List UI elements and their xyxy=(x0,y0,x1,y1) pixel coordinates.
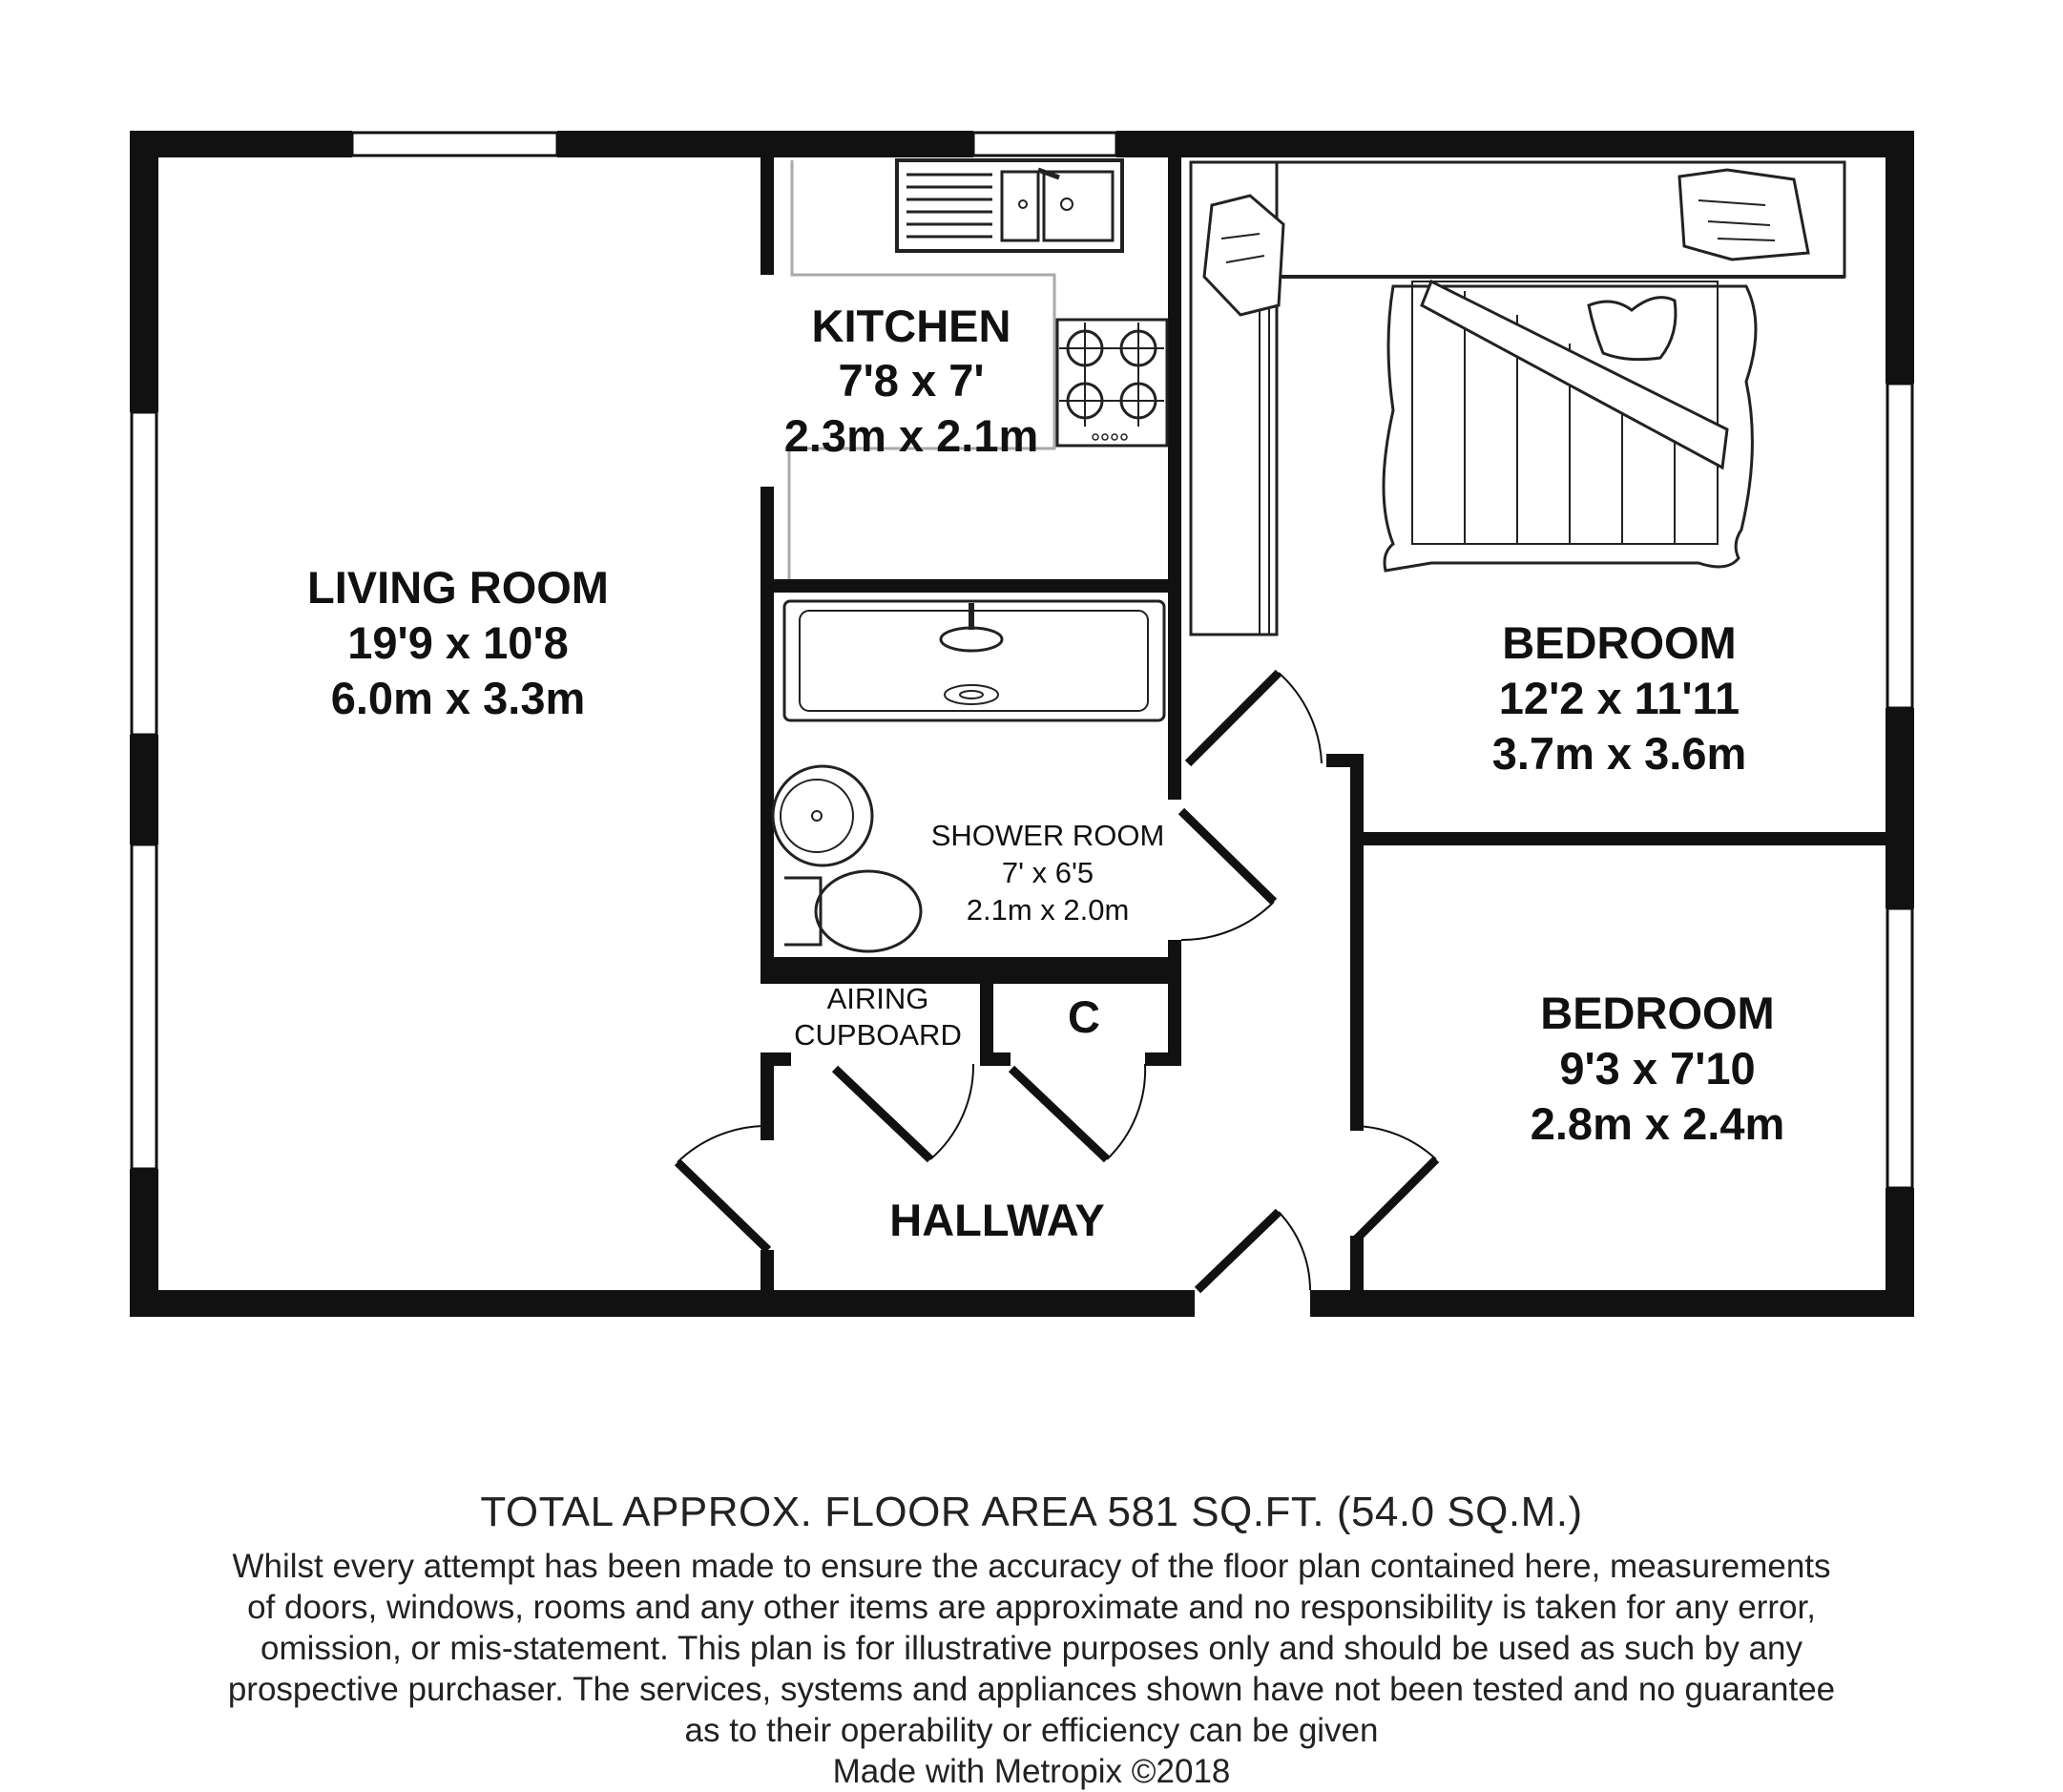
room-shower-room xyxy=(931,819,1165,927)
bedroom-main-metric: 3.7m x 3.6m xyxy=(1491,728,1747,779)
cupboard-name: C xyxy=(1068,991,1100,1042)
window-living-left-1 xyxy=(132,412,156,735)
airing-cupboard-line1: AIRING xyxy=(826,982,929,1015)
window-bedroom2-right xyxy=(1887,908,1912,1188)
toilet xyxy=(816,871,921,951)
living-room-imperial: 19'9 x 10'8 xyxy=(347,617,569,668)
hallway-name: HALLWAY xyxy=(889,1195,1105,1245)
bedroom-second-imperial: 9'3 x 7'10 xyxy=(1559,1043,1756,1094)
total-floor-area: TOTAL APPROX. FLOOR AREA 581 SQ.FT. (54.0 SQ.M.) xyxy=(480,1489,1583,1535)
bedroom-second-name: BEDROOM xyxy=(1540,988,1775,1038)
shower-room-imperial: 7' x 6'5 xyxy=(1001,856,1094,889)
disclaimer-line: Whilst every attempt has been made to ensure the accuracy of the floor plan contained here, measurements xyxy=(232,1548,1831,1585)
pillow xyxy=(1589,298,1676,360)
hob xyxy=(1057,320,1167,446)
bedroom-main-imperial: 12'2 x 11'11 xyxy=(1498,673,1740,723)
disclaimer-line: prospective purchaser. The services, systems and appliances shown have not been tested and no guarantee xyxy=(227,1671,1836,1708)
disclaimer-line: as to their operability or efficiency can be given xyxy=(684,1712,1379,1749)
room-living-room xyxy=(307,562,609,723)
room-cupboard xyxy=(1068,991,1100,1042)
shirt-icon-2 xyxy=(1204,196,1283,315)
living-room-metric: 6.0m x 3.3m xyxy=(330,673,586,723)
room-hallway xyxy=(889,1195,1104,1245)
kitchen-metric: 2.3m x 2.1m xyxy=(783,410,1039,461)
room-kitchen xyxy=(784,301,1039,461)
window-living-top xyxy=(352,133,557,156)
shower-room-metric: 2.1m x 2.0m xyxy=(966,893,1130,927)
bedroom-furniture xyxy=(1191,162,1844,635)
kitchen-imperial: 7'8 x 7' xyxy=(838,355,985,406)
window-bedroom-right xyxy=(1887,384,1912,708)
window-kitchen-top xyxy=(973,133,1116,156)
kitchen-name: KITCHEN xyxy=(811,301,1011,351)
bedroom-second-metric: 2.8m x 2.4m xyxy=(1530,1098,1785,1149)
room-bedroom-second xyxy=(1531,988,1785,1149)
window-living-left-2 xyxy=(132,844,156,1169)
shirt-icon xyxy=(1679,170,1808,260)
disclaimer xyxy=(0,1546,2063,1792)
airing-cupboard-line2: CUPBOARD xyxy=(794,1018,962,1052)
disclaimer-line: of doors, windows, rooms and any other items are approximate and no responsibility is taken for any error, xyxy=(247,1589,1816,1626)
sink-bowl xyxy=(1044,172,1113,240)
living-room-name: LIVING ROOM xyxy=(307,562,609,613)
room-airing-cupboard xyxy=(794,982,962,1052)
credit: Made with Metropix ©2018 xyxy=(832,1753,1231,1790)
room-bedroom-main xyxy=(1492,617,1747,779)
shower-room-name: SHOWER ROOM xyxy=(930,819,1165,852)
bedroom-main-name: BEDROOM xyxy=(1502,617,1737,668)
disclaimer-line: omission, or mis-statement. This plan is for illustrative purposes only and should be used as such by any xyxy=(260,1630,1803,1667)
